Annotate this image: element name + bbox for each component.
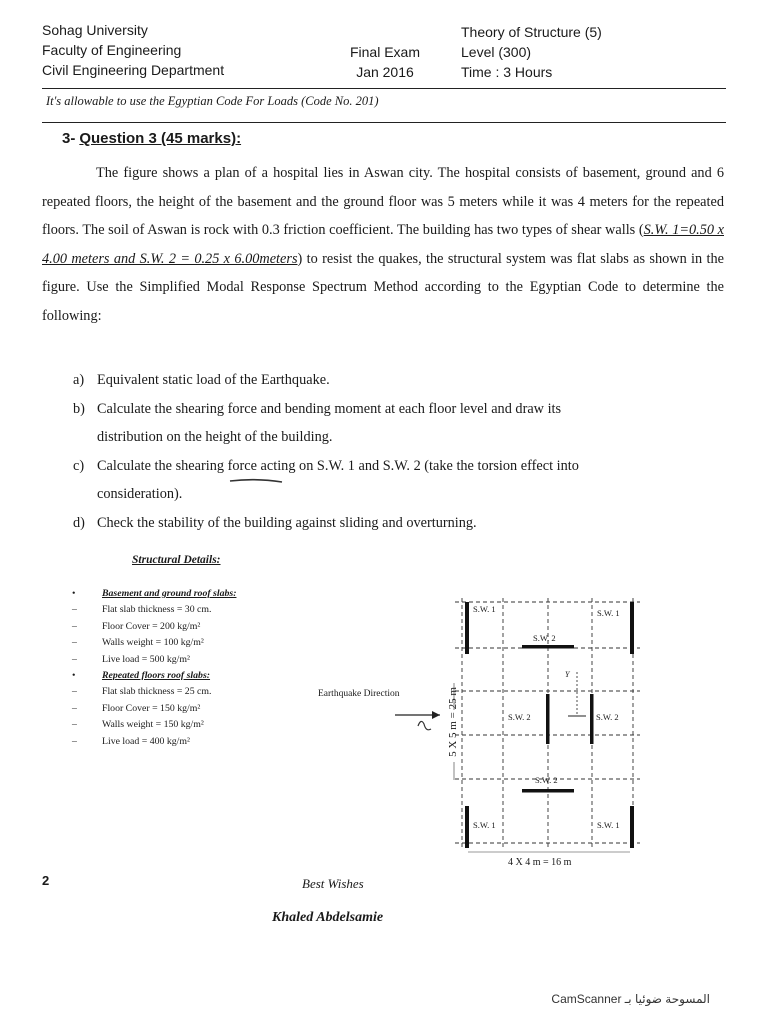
question-heading [62, 130, 241, 148]
item-text: consideration). [97, 486, 183, 502]
sw2-label-left: S.W. 2 [508, 712, 531, 722]
course-level: Level (300) [461, 44, 532, 60]
dash-mark: – [72, 653, 77, 665]
sd-row-2 [72, 619, 322, 635]
earthquake-direction-label: Earthquake Direction [318, 689, 400, 699]
item-label: b) [73, 400, 85, 417]
sd-row-4 [72, 652, 322, 668]
shear-wall-2 [546, 694, 550, 744]
dash-mark: – [72, 620, 77, 632]
sw1-label-top-right: S.W. 1 [597, 608, 620, 618]
y-axis-mark: Y [565, 670, 570, 679]
sd-text: Flat slab thickness = 25 cm. [102, 686, 212, 698]
sd-text: Walls weight = 150 kg/m² [102, 719, 204, 731]
item-label: d) [73, 514, 85, 531]
structural-details-title: Structural Details: [132, 554, 221, 566]
dash-mark: – [72, 719, 77, 731]
bullet-mark: • [72, 588, 76, 599]
item-text: distribution on the height of the building. [97, 429, 333, 445]
question-number: 3- [62, 130, 76, 147]
pen-underline-mark [228, 477, 284, 485]
paragraph-text-end: ) to resist the quakes, the structural system was flat slabs as shown in the figure. Use the Simplified Modal Response Spectrum Method according to the Egyptian Code to determine the following: [42, 250, 724, 324]
vertical-dimension-label: 5 X 5 m = 25 m [447, 687, 459, 757]
item-text: Calculate the shearing force and bending moment at each floor level and draw its [97, 400, 562, 417]
sd-row-1 [72, 602, 322, 618]
sw1-label-bottom-left: S.W. 1 [473, 820, 496, 830]
code-note: It's allowable to use the Egyptian Code For Loads (Code No. 201) [46, 94, 379, 108]
paragraph-text-start: The figure shows a plan of a hospital lies in Aswan city. The hospital consists of basement, ground and 6 repeated floors, the height of the basement and the ground floor was 5 meters while it was 4 meters for the repeated floors. The soil of Aswan is rock with 0.3 friction coefficient. The building has two types of shear walls ( [42, 165, 724, 238]
dash-mark: – [72, 735, 77, 747]
sd-heading: Repeated floors roof slabs: [102, 670, 211, 682]
item-label: c) [73, 457, 85, 474]
dash-mark: – [72, 604, 77, 616]
question-title: Question 3 (45 marks): [79, 130, 242, 147]
item-text: Check the stability of the building against sliding and overturning. [97, 514, 477, 531]
dash-mark: – [72, 702, 77, 714]
item-text: Calculate the shearing force acting on S.W. 1 and S.W. 2 (take the torsion effect into [97, 457, 579, 474]
sd-text: Live load = 500 kg/m² [102, 653, 190, 665]
shear-wall-2 [590, 694, 594, 744]
shear-wall-1 [630, 602, 634, 654]
dash-mark: – [72, 686, 77, 698]
sw2-label-top: S.W. 2 [533, 633, 556, 643]
item-text: Equivalent static load of the Earthquake. [97, 372, 330, 388]
earthquake-arrow-head [432, 711, 440, 719]
page-number: 2 [42, 873, 50, 888]
shear-wall-1 [465, 602, 469, 654]
shear-wall-dimensions: S.W. 1=0.50 x 4.00 meters and S.W. 2 = 0.25 x 6.00meters [42, 222, 724, 267]
header-exam [325, 42, 445, 82]
sw1-label-bottom-right: S.W. 1 [597, 820, 620, 830]
sd-row-8 [72, 717, 322, 733]
header-rule-top [42, 88, 726, 89]
sw1-label-top-left: S.W. 1 [473, 604, 496, 614]
sd-row-5 [72, 668, 322, 684]
item-d [73, 509, 733, 538]
author-name: Khaled Abdelsamie [272, 910, 384, 925]
sd-text: Flat slab thickness = 30 cm. [102, 604, 212, 616]
header-rule-bottom [42, 122, 726, 123]
pen-tick-mark [418, 721, 431, 729]
question-paragraph [42, 159, 724, 330]
sw2-label-bottom: S.W. 2 [535, 775, 558, 785]
sd-row-6 [72, 684, 322, 700]
question-items [73, 366, 733, 537]
best-wishes: Best Wishes [302, 876, 364, 891]
sw2-label-right: S.W. 2 [596, 712, 619, 722]
exam-time: Time : 3 Hours [461, 64, 553, 80]
item-c [73, 452, 733, 509]
faculty-name: Faculty of Engineering [42, 42, 182, 58]
item-a [73, 366, 733, 395]
sd-text: Floor Cover = 150 kg/m² [102, 702, 201, 714]
dash-mark: – [72, 637, 77, 649]
sd-text: Floor Cover = 200 kg/m² [102, 620, 201, 632]
header-institution [42, 20, 224, 80]
sd-heading: Basement and ground roof slabs: [102, 588, 237, 599]
department-name: Civil Engineering Department [42, 62, 225, 78]
course-name: Theory of Structure (5) [461, 24, 602, 40]
exam-type: Final Exam [349, 44, 421, 60]
sd-text: Walls weight = 100 kg/m² [102, 637, 204, 649]
sd-text: Live load = 400 kg/m² [102, 735, 190, 747]
hospital-plan-diagram [300, 585, 660, 875]
header-course [461, 22, 602, 82]
structural-details-list [72, 586, 322, 750]
bullet-mark: • [72, 670, 76, 682]
shear-wall-1 [465, 806, 469, 848]
sd-row-9 [72, 734, 322, 750]
sd-row-0 [72, 586, 322, 602]
item-label: a) [73, 372, 85, 388]
shear-wall-1 [630, 806, 634, 848]
item-b [73, 395, 733, 452]
sd-row-7 [72, 701, 322, 717]
horizontal-dimension-label: 4 X 4 m = 16 m [508, 857, 572, 868]
university-name: Sohag University [42, 22, 148, 38]
exam-date: Jan 2016 [356, 64, 414, 80]
shear-wall-2 [522, 645, 574, 649]
camscanner-watermark: CamScanner المسوحة ضوئيا بـ [551, 992, 710, 1006]
shear-wall-2 [522, 789, 574, 793]
sd-row-3 [72, 635, 322, 651]
